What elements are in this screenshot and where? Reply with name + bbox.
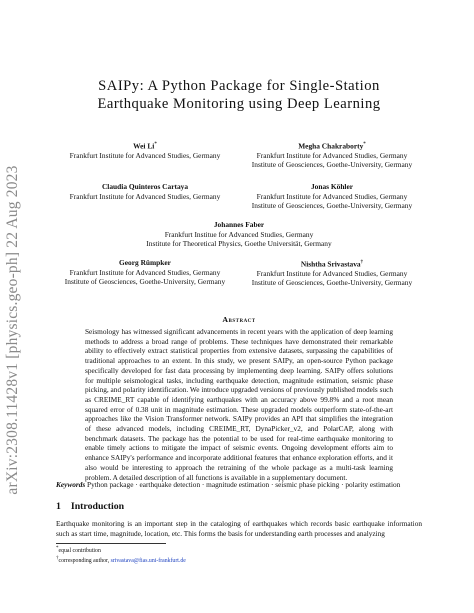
- author-entry: [56, 140, 234, 160]
- author-affiliation: Frankfurt Institute for Advanced Studies, Germany: [256, 150, 408, 160]
- author-name: Nishtha Srivastava†: [300, 259, 364, 269]
- section-title: Introduction: [70, 501, 125, 512]
- author-affiliation: Frankfurt Institue for Advanced Studies, Germany: [164, 229, 314, 239]
- author-entry: [242, 182, 422, 211]
- author-name: Claudia Quinteros Cartaya: [101, 182, 189, 191]
- keywords-text: Python package · earthquake detection · magnitude estimation · seismic phase picking · polarity estimation: [87, 480, 401, 489]
- author-name: Megha Chakraborty*: [298, 141, 366, 151]
- author-affiliation: Institute of Geosciences, Goethe-University, Germany: [64, 277, 226, 286]
- title-line-2: Earthquake Monitoring using Deep Learning: [97, 96, 381, 112]
- author-entry: [56, 182, 234, 201]
- keywords-line: [56, 480, 422, 489]
- title-line-1: SAIPy: A Python Package for Single-Station: [98, 78, 380, 94]
- author-entry: [242, 258, 422, 288]
- footnotes: [56, 545, 422, 565]
- introduction-paragraph: Earthquake monitoring is an important step in the cataloging of earthquakes which records basic earthquake information such as start time, magnitude, location, etc. This forms the basis for understanding earth processes and analyzing: [56, 519, 422, 538]
- paper-title: [56, 77, 422, 113]
- footnote-divider: [56, 543, 166, 544]
- author-affiliation: Frankfurt Institute for Advanced Studies, Germany: [256, 268, 408, 278]
- arxiv-identifier-stamp: [2, 140, 24, 520]
- author-affiliation: Institute of Geosciences, Goethe-University, Germany: [251, 278, 413, 288]
- author-name: Georg Rümpker: [119, 258, 171, 267]
- arxiv-identifier-text: arXiv:2308.11428v1 [physics.geo-ph] 22 Aug 2023: [4, 165, 21, 495]
- author-entry: [56, 258, 234, 287]
- footnote-equal-contribution: *equal contribution: [56, 546, 101, 554]
- abstract-heading: Abstract: [222, 315, 256, 324]
- author-affiliation: Institute of Geosciences, Goethe-University, Germany: [251, 201, 413, 210]
- author-affiliation: Institute of Geosciences, Goethe-University, Germany: [251, 160, 413, 170]
- author-name: Wei Li*: [133, 141, 157, 151]
- author-entry: [242, 140, 422, 170]
- author-affiliation: Institute for Theoretical Physics, Goethe Universität, Germany: [146, 239, 332, 248]
- author-entry: [56, 220, 422, 249]
- author-name: Johannes Faber: [213, 220, 265, 229]
- abstract-body: Seismology has witnessed significant advancements in recent years with the application of deep learning methods to address a broad range of problems. These techniques have demonstrated their remarkable ability to effectively extract statistical properties from extensive datasets, surpassing the capabilities of traditional approaches to an extent. In this study, we present SAIPy, an open-source Python package specifically developed for fast data processing by implementing deep learning. SAIPy offers solutions for multiple seismological tasks, including earthquake detection, magnitude estimation, seismic phase picking, and polarity identification. We introduce upgraded versions of previously published models such as CREIME_RT capable of identifying earthquakes with an accuracy above 99.8% and a root mean squared error of 0.38 unit in magnitude estimation. These upgraded models outperform state-of-the-art approaches like the Vision Transformer network. SAIPy provides an API that simplifies the integration of these advanced models, including CREIME_RT, DynaPicker_v2, and PolarCAP, along with benchmark datasets. The package has the potential to be used for real-time earthquake monitoring to enable timely actions to mitigate the impact of seismic events. Ongoing development efforts aim to enhance SAIPy's performance and incorporate additional features that enhance exploration efforts, and it also would be interesting to approach the retraining of the whole package as a multi-task learning problem. A detailed description of all functions is available in a supplementary document.: [85, 327, 393, 482]
- section-number: 1: [56, 501, 61, 512]
- section-heading-introduction: [56, 501, 124, 512]
- author-name: Jonas Köhler: [310, 182, 354, 191]
- author-affiliation: Frankfurt Institute for Advanced Studies, Germany: [69, 191, 221, 201]
- keywords-label: Keywords: [56, 480, 86, 489]
- author-affiliation: Frankfurt Institute for Advanced Studies, Germany: [69, 267, 221, 277]
- email-link[interactable]: srivastava@fias.uni-frankfurt.de: [110, 557, 186, 564]
- author-affiliation: Frankfurt Institute for Advanced Studies, Germany: [69, 150, 221, 160]
- footnote-corresponding-author: †corresponding author, srivastava@fias.uni-frankfurt.de: [56, 555, 186, 564]
- author-affiliation: Frankfurt Institute for Advanced Studies, Germany: [256, 191, 408, 201]
